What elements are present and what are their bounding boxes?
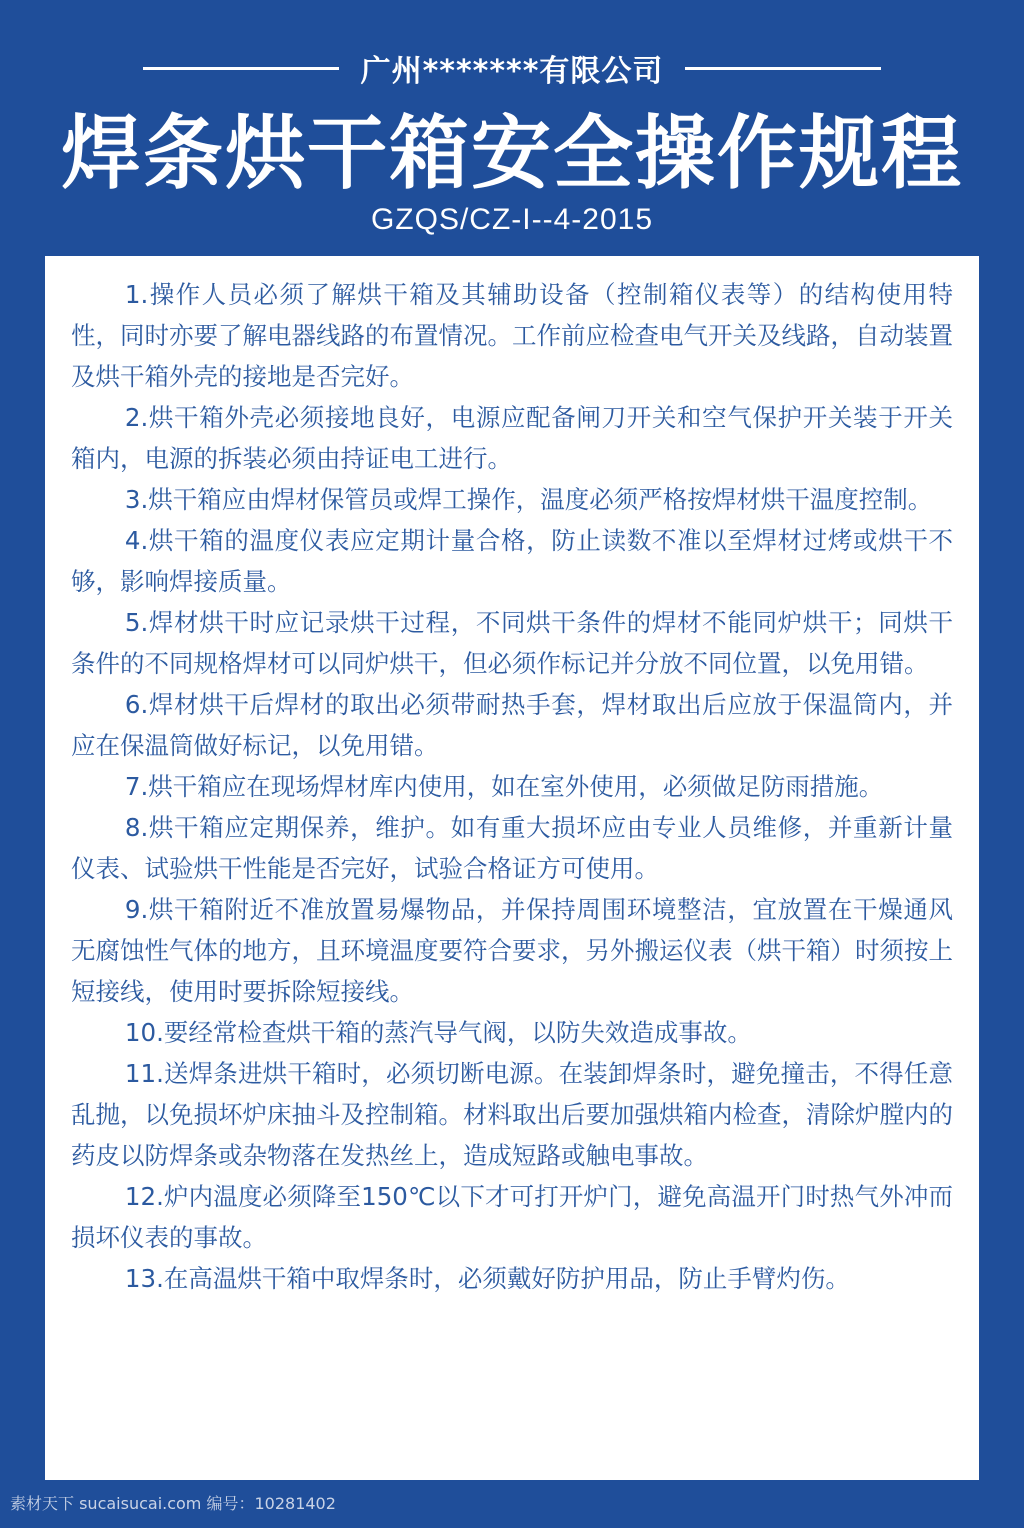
header-line-left [143, 67, 339, 70]
watermark-text: 素材天下 sucaisucai.com 编号：10281402 [10, 1494, 336, 1513]
page-title: 焊条烘干箱安全操作规程 [61, 107, 963, 200]
document-code: GZQS/CZ-I--4-2015 [370, 203, 654, 236]
company-name: 广州*******有限公司 [360, 54, 664, 89]
rule-item: 3.烘干箱应由焊材保管员或焊工操作，温度必须严格按焊材烘干温度控制。 [124, 485, 933, 514]
company-header [0, 46, 1024, 90]
rule-item: 8.烘干箱应定期保养，维护。如有重大损坏应由专业人员维修，并重新计量仪表、试验烘干性能是否完好，试验合格证方可使用。 [71, 813, 953, 883]
rule-item: 2.烘干箱外壳必须接地良好，电源应配备闸刀开关和空气保护开关装于开关箱内，电源的拆装必须由持证电工进行。 [71, 403, 953, 473]
rule-item: 12.炉内温度必须降至150℃以下才可打开炉门，避免高温开门时热气外冲而损坏仪表的事故。 [71, 1182, 953, 1252]
rule-item: 6.焊材烘干后焊材的取出必须带耐热手套，焊材取出后应放于保温筒内，并应在保温筒做好标记，以免用错。 [71, 690, 953, 760]
rule-item: 5.焊材烘干时应记录烘干过程，不同烘干条件的焊材不能同炉烘干；同烘干条件的不同规格焊材可以同炉烘干，但必须作标记并分放不同位置，以免用错。 [71, 608, 953, 678]
rule-item: 7.烘干箱应在现场焊材库内使用，如在室外使用，必须做足防雨措施。 [124, 772, 884, 801]
rule-item: 9.烘干箱附近不准放置易爆物品，并保持周围环境整洁，宜放置在干燥通风无腐蚀性气体的地方，且环境温度要符合要求，另外搬运仪表（烘干箱）时须按上短接线，使用时要拆除短接线。 [71, 895, 953, 1006]
rule-item: 13.在高温烘干箱中取焊条时，必须戴好防护用品，防止手臂灼伤。 [124, 1264, 850, 1293]
rule-item: 1.操作人员必须了解烘干箱及其辅助设备（控制箱仪表等）的结构使用特性，同时亦要了解电器线路的布置情况。工作前应检查电气开关及线路，自动装置及烘干箱外壳的接地是否完好。 [71, 280, 953, 391]
rule-item: 10.要经常检查烘干箱的蒸汽导气阀，以防失效造成事故。 [124, 1018, 752, 1047]
rule-item: 11.送焊条进烘干箱时，必须切断电源。在装卸焊条时，避免撞击，不得任意乱抛，以免损坏炉床抽斗及控制箱。材料取出后要加强烘箱内检查，清除炉膛内的药皮以防焊条或杂物落在发热丝上，造成短路或触电事故。 [71, 1059, 953, 1170]
header-line-right [685, 67, 881, 70]
rules-panel [45, 256, 979, 1480]
rule-item: 4.烘干箱的温度仪表应定期计量合格，防止读数不准以至焊材过烤或烘干不够，影响焊接质量。 [71, 526, 953, 596]
